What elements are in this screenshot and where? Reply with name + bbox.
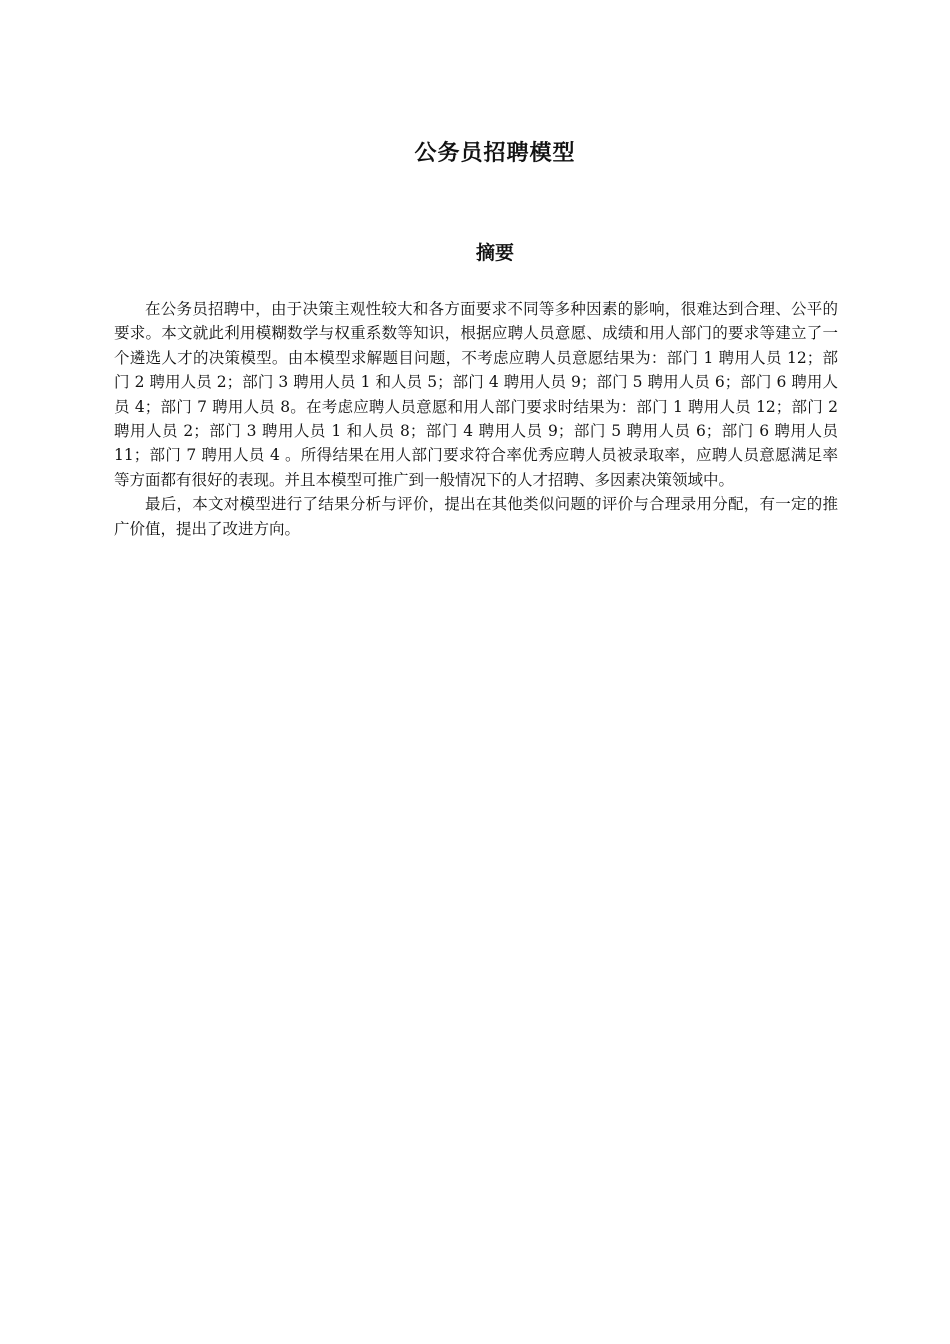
abstract-paragraph: 在公务员招聘中，由于决策主观性较大和各方面要求不同等多种因素的影响，很难达到合理、公平的要求。本文就此利用模糊数学与权重系数等知识，根据应聘人员意愿、成绩和用人部门的要求等建立了一个遴选人才的决策模型。由本模型求解题目问题，不考虑应聘人员意愿结果为：部门 1 聘用人员 12；部门 2 聘用人员 2；部门 3 聘用人员 1 和人员 5；部门 4 聘用人员 9；部门 5 聘用人员 6；部门 6 聘用人员 4；部门 7 聘用人员 8。在考虑应聘人员意愿和用人部门要求时结果为：部门 1 聘用人员 12；部门 2 聘用人员 2；部门 3 聘用人员 1 和人员 8；部门 4 聘用人员 9；部门 5 聘用人员 6；部门 6 聘用人员 11；部门 7 聘用人员 4 。所得结果在用人部门要求符合率优秀应聘人员被录取率，应聘人员意愿满足率等方面都有很好的表现。并且本模型可推广到一般情况下的人才招聘、多因素决策领域中。 [114,300,838,489]
abstract-body [114,297,838,541]
abstract-paragraph: 最后，本文对模型进行了结果分析与评价，提出在其他类似问题的评价与合理录用分配，有一定的推广价值，提出了改进方向。 [114,495,838,538]
abstract-heading: 摘要 [475,242,514,264]
document-title: 公务员招聘模型 [414,141,576,166]
